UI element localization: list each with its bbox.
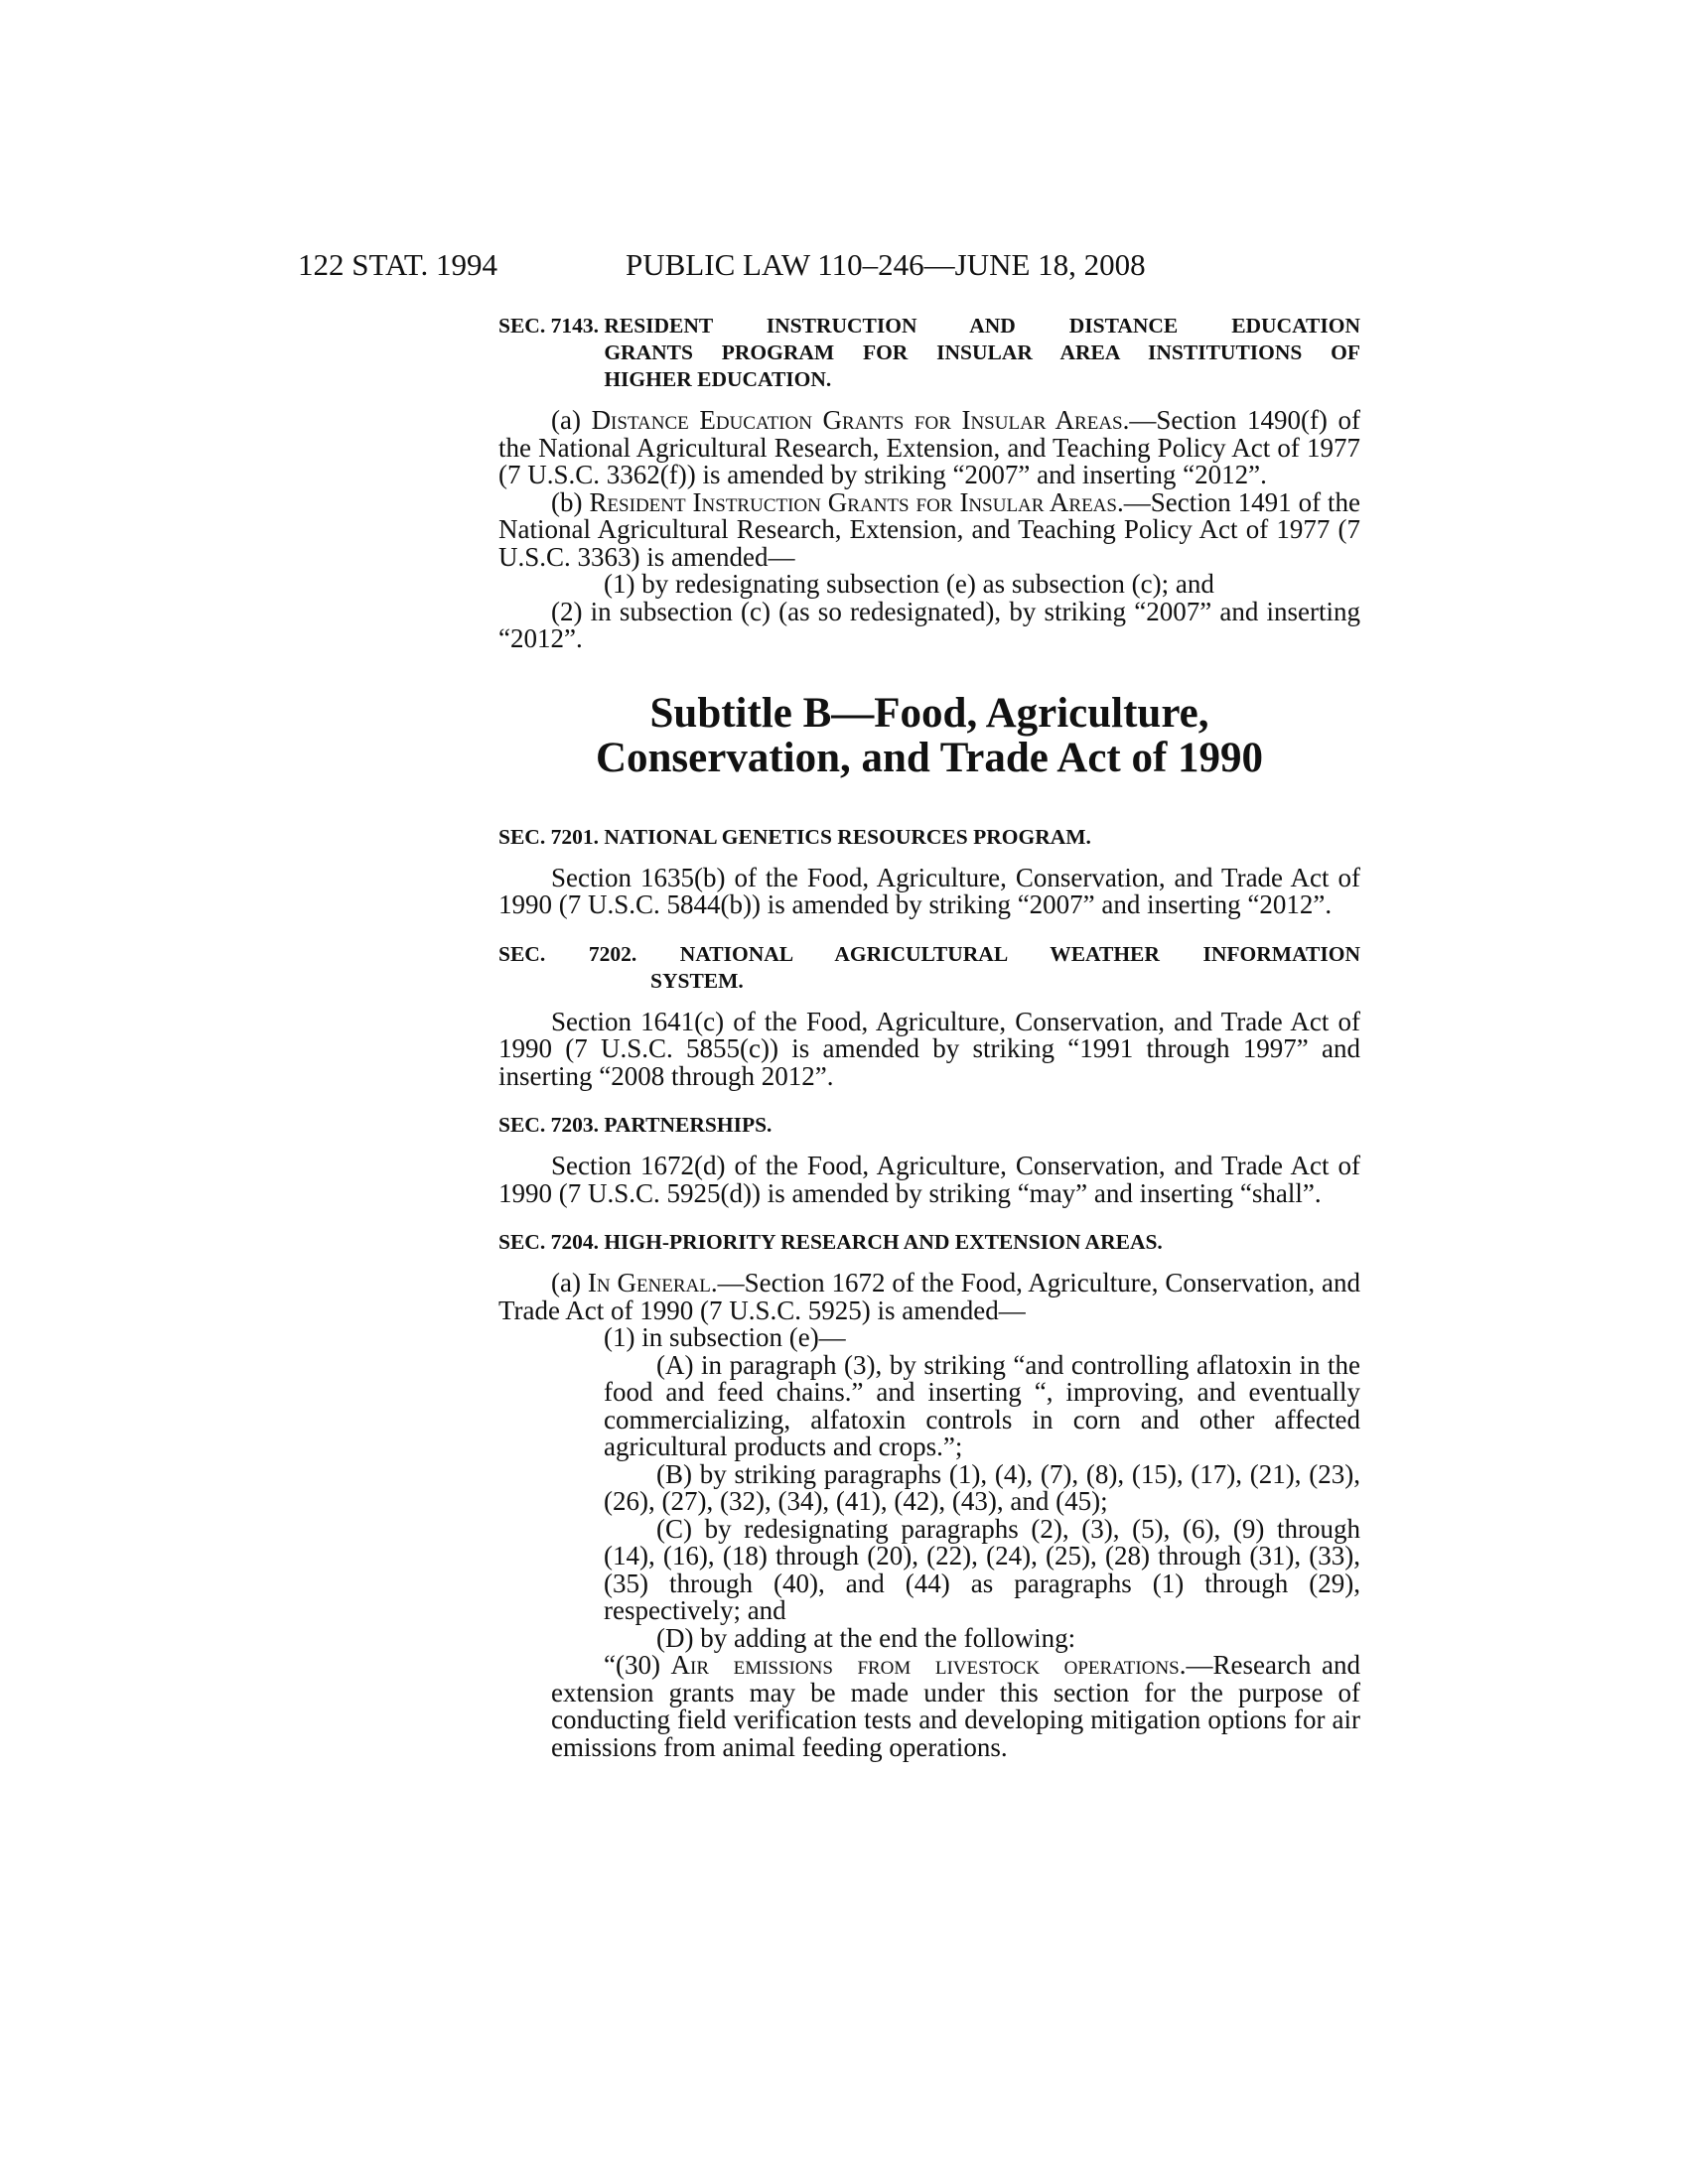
quoted-text: —Research and extension grants may be made under this section for the purpose of conducting field verification tests and developing mitigation options for air emissions from animal feeding operations. <box>551 1650 1361 1762</box>
section-number: SEC. 7143. <box>498 314 605 338</box>
subsection-label: (a) <box>551 405 592 435</box>
section-title-line: SYSTEM. <box>650 968 744 993</box>
paragraph-1: (1) by redesignating subsection (e) as subsection (c); and <box>604 569 1214 599</box>
section-heading-7204 <box>498 1229 1360 1256</box>
section-heading-7202 <box>498 941 1360 995</box>
subsection-label: (b) <box>551 486 590 517</box>
section-heading-7201 <box>498 824 1360 851</box>
subtitle-heading <box>498 691 1360 780</box>
section-heading-7203 <box>498 1112 1360 1139</box>
section-text-7201: Section 1635(b) of the Food, Agriculture, Conservation, and Trade Act of 1990 (7 U.S.C. 5844(b)) is amended by striking “2007” and inserting “2012”. <box>498 862 1360 919</box>
section-title-line: RESIDENT INSTRUCTION AND DISTANCE EDUCATION <box>604 314 1360 338</box>
section-title: SEC. 7204. HIGH-PRIORITY RESEARCH AND EXTENSION AREAS. <box>498 1230 1163 1254</box>
section-title-line: SEC. 7202. NATIONAL AGRICULTURAL WEATHER INFORMATION <box>498 941 1360 966</box>
running-header <box>298 245 1231 285</box>
subsection-heading: In General. <box>587 1268 718 1297</box>
section-title: SEC. 7201. NATIONAL GENETICS RESOURCES PROGRAM. <box>498 824 1091 849</box>
subsection-label: (a) <box>551 1268 588 1297</box>
subparagraph-C: (C) by redesignating paragraphs (2), (3), (5), (6), (9) through (14), (16), (18) through (20), (22), (24), (25), (28) through (31), (33), (35) through (40), and (44) as paragraphs (1) through (29), respectively; and <box>604 1513 1360 1625</box>
subparagraph-D: (D) by adding at the end the following: <box>656 1622 1076 1653</box>
body-column <box>498 313 1360 1761</box>
section-heading-7143 <box>498 313 1360 393</box>
paragraph-2: (2) in subsection (c) (as so redesignated), by striking “2007” and inserting “2012”. <box>498 596 1360 653</box>
subparagraph-A: (A) in paragraph (3), by striking “and controlling aflatoxin in the food and feed chains.” and inserting “, improving, and eventually commercializing, alfatoxin controls in corn and other affected agricultural products and crops.”; <box>604 1349 1360 1461</box>
subsection-heading: Distance Education Grants for Insular Areas. <box>591 405 1130 435</box>
quoted-heading: Air emissions from livestock operations. <box>670 1650 1187 1680</box>
public-law-title: PUBLIC LAW 110–246—JUNE 18, 2008 <box>626 247 1146 282</box>
quoted-paragraph-30 <box>498 1652 1360 1761</box>
subsection-a <box>498 1270 1360 1324</box>
subtitle-line: Subtitle B—Food, Agriculture, <box>649 689 1209 737</box>
section-title: SEC. 7203. PARTNERSHIPS. <box>498 1113 773 1137</box>
section-text-7203: Section 1672(d) of the Food, Agriculture, Conservation, and Trade Act of 1990 (7 U.S.C. 5925(d)) is amended by striking “may” and inserting “shall”. <box>498 1151 1360 1208</box>
section-title-line: HIGHER EDUCATION. <box>604 367 832 391</box>
section-text-7202: Section 1641(c) of the Food, Agriculture, Conservation, and Trade Act of 1990 (7 U.S.C. 5855(c)) is amended by striking “1991 through 1997” and inserting “2008 through 2012”. <box>498 1006 1360 1091</box>
paragraph-1: (1) in subsection (e)— <box>604 1322 846 1352</box>
subsection-text: —Section 1491 of the National Agricultural Research, Extension, and Teaching Policy Act of 1977 (7 U.S.C. 3363) is amended— <box>498 486 1361 572</box>
subsection-heading: Resident Instruction Grants for Insular Areas. <box>589 486 1124 517</box>
subsection-text: —Section 1672 of the Food, Agriculture, Conservation, and Trade Act of 1990 (7 U.S.C. 5925) is amended— <box>498 1268 1360 1325</box>
subsection-a <box>498 407 1360 489</box>
subsection-b <box>498 486 1361 572</box>
quoted-label: “(30) <box>604 1650 671 1680</box>
section-title-line: GRANTS PROGRAM FOR INSULAR AREA INSTITUTIONS OF <box>604 341 1360 364</box>
subsection-text: —Section 1490(f) of the National Agricultural Research, Extension, and Teaching Policy Act of 1977 (7 U.S.C. 3362(f)) is amended by striking “2007” and inserting “2012”. <box>498 405 1361 489</box>
subparagraph-B: (B) by striking paragraphs (1), (4), (7), (8), (15), (17), (21), (23), (26), (27), (32), (34), (41), (42), (43), and (45); <box>604 1458 1360 1516</box>
stat-citation: 122 STAT. 1994 <box>298 247 498 282</box>
subtitle-line: Conservation, and Trade Act of 1990 <box>595 734 1264 781</box>
section-title <box>604 313 1360 393</box>
